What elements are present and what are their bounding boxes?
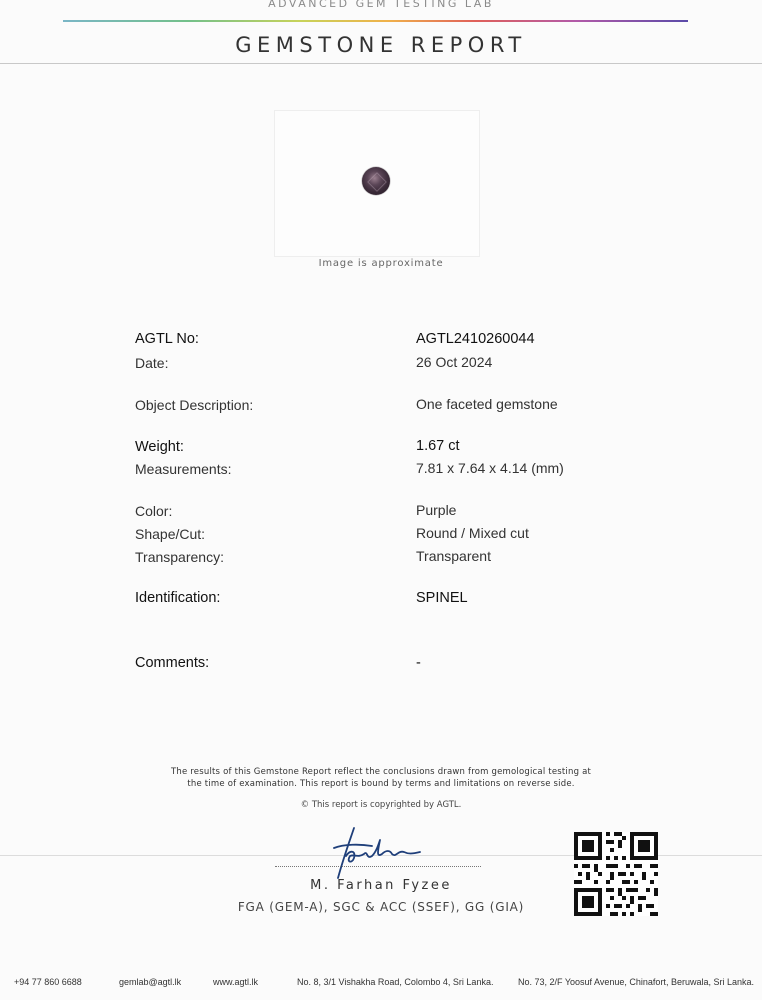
object-description-value: One faceted gemstone — [416, 396, 558, 412]
comments-value: - — [416, 655, 421, 671]
disclaimer-line-2: the time of examination. This report is bound by terms and limitations on reverse side. — [187, 779, 575, 789]
footer-email[interactable]: gemlab@agtl.lk — [119, 977, 182, 987]
comments-label: Comments: — [135, 655, 210, 671]
footer-address-colombo: No. 8, 3/1 Vishakha Road, Colombo 4, Sri Lanka. — [297, 977, 494, 987]
shape-cut-value: Round / Mixed cut — [416, 525, 529, 541]
identification-label: Identification: — [135, 590, 221, 606]
footer-phone: +94 77 860 6688 — [14, 977, 82, 987]
object-description-label: Object Description: — [135, 397, 254, 413]
footer-website[interactable]: www.agtl.lk — [213, 977, 259, 987]
disclaimer — [120, 766, 642, 790]
transparency-value: Transparent — [416, 548, 491, 564]
qr-code-icon[interactable] — [574, 832, 658, 916]
lab-name: ADVANCED GEM TESTING LAB — [268, 0, 494, 10]
handwritten-signature — [320, 826, 430, 882]
color-label: Color: — [135, 503, 173, 519]
measurements-label: Measurements: — [135, 461, 232, 477]
agtl-no-label: AGTL No: — [135, 331, 199, 347]
report-title: GEMSTONE REPORT — [235, 33, 527, 57]
identification-value: SPINEL — [416, 590, 468, 606]
date-label: Date: — [135, 355, 169, 371]
shape-cut-label: Shape/Cut: — [135, 526, 206, 542]
footer-address-beruwala: No. 73, 2/F Yoosuf Avenue, Chinafort, Beruwala, Sri Lanka. — [518, 977, 754, 987]
transparency-label: Transparency: — [135, 549, 224, 565]
header-rainbow-rule — [63, 20, 688, 22]
weight-value: 1.67 ct — [416, 438, 460, 454]
color-value: Purple — [416, 502, 457, 518]
date-value: 26 Oct 2024 — [416, 354, 493, 370]
copyright-notice: © This report is copyrighted by AGTL. — [300, 800, 462, 810]
signatory-qualifications: FGA (GEM-A), SGC & ACC (SSEF), GG (GIA) — [237, 900, 525, 914]
signature-line — [275, 866, 481, 867]
signatory-name: M. Farhan Fyzee — [310, 878, 452, 893]
disclaimer-line-1: The results of this Gemstone Report reflect the conclusions drawn from gemological testing at — [170, 767, 592, 777]
weight-label: Weight: — [135, 439, 184, 455]
image-caption: Image is approximate — [318, 258, 444, 269]
measurements-value: 7.81 x 7.64 x 4.14 (mm) — [416, 460, 564, 476]
agtl-no-value: AGTL2410260044 — [416, 331, 535, 347]
title-divider — [0, 63, 762, 64]
